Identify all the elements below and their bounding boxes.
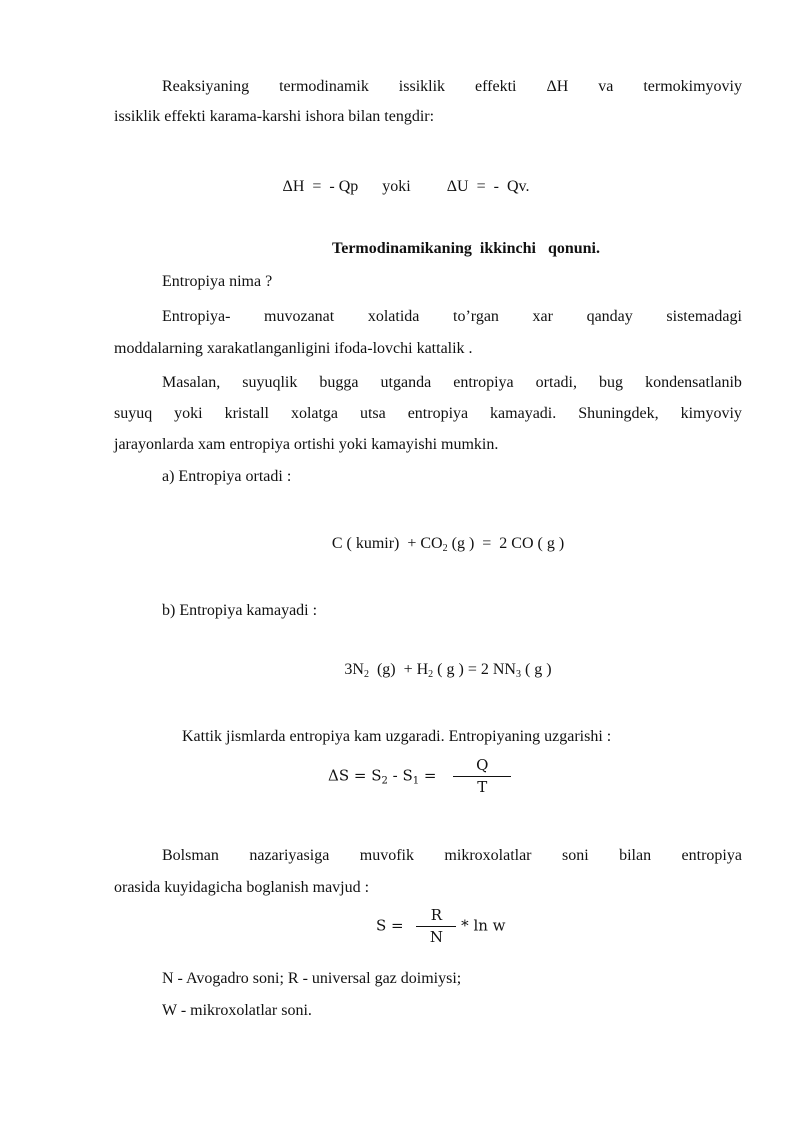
example-line1-word: utganda: [380, 374, 432, 391]
definition-line1-word: to’rgan: [453, 308, 499, 325]
definition-line1-word: qanday: [586, 308, 633, 325]
boltzmann-line1-word: Bolsman: [162, 847, 219, 864]
section-heading: Termodinamikaning ikkinchi qonuni.: [332, 240, 600, 257]
definition-line1-word: muvozanat: [264, 308, 335, 325]
definition-line1-word: Entropiya-: [162, 308, 231, 325]
example-line2-word: kristall: [224, 405, 269, 422]
case-a-label: a) Entropiya ortadi :: [162, 468, 292, 485]
legend-line1: N - Avogadro soni; R - universal gaz doimiysi;: [162, 970, 462, 987]
boltzmann-line1-word: muvofik: [359, 847, 414, 864]
para1-line1: [162, 79, 742, 95]
example-line1-word: bug: [599, 374, 624, 391]
example-line1-word: bugga: [319, 374, 359, 391]
reaction-b: $3N_2$ $(g) + H_2$ ( g ) = 2 $NN_3$ ( g ): [344, 661, 552, 680]
boltzmann-line1: [162, 848, 742, 864]
boltzmann-line1-word: bilan: [619, 847, 652, 864]
example-line1-word: entropiya: [453, 374, 514, 391]
boltzmann-line2: orasida kuyidagicha boglanish mavjud :: [114, 879, 370, 896]
solid-entropy-text: Kattik jismlarda entropiya kam uzgaradi. Entropiyaning uzgarishi :: [182, 728, 612, 745]
reaction-a: C ( kumir) + $CO_2$ (g ) = 2 CO ( g ): [331, 535, 565, 554]
example-line2-word: kamayadi.: [490, 405, 557, 422]
legend-line2: W - mikroxolatlar soni.: [162, 1002, 312, 1019]
para1-line1-word: termodinamik: [279, 78, 369, 95]
example-line1-word: kondensatlanib: [645, 374, 742, 391]
para1-line1-word: termokimyoviy: [643, 78, 742, 95]
example-line2-word: suyuq: [114, 405, 153, 422]
example-line1-word: suyuqlik: [242, 374, 298, 391]
definition-line1: [162, 309, 742, 325]
definition-line2: moddalarning xarakatlanganligini ifoda-lovchi kattalik .: [114, 340, 473, 357]
boltzmann-line1-word: soni: [561, 847, 589, 864]
boltzmann-line1-word: mikroxolatlar: [444, 847, 532, 864]
example-line1-word: ortadi,: [535, 374, 577, 391]
para1-line1-word: va: [598, 78, 614, 95]
example-line2-word: xolatga: [290, 405, 339, 422]
example-line2: [114, 406, 742, 422]
equation-boltzmann: S = $\frac{R}{N}$ * ln w: [376, 906, 506, 946]
para1-line1-word: effekti: [475, 78, 517, 95]
definition-line1-word: sistemadagi: [666, 308, 742, 325]
example-line2-word: yoki: [174, 405, 203, 422]
equation-entropy-change: $\Delta S = S_2 - S_1$ = $\frac{Q}{T}$: [328, 758, 511, 795]
example-line2-word: entropiya: [407, 405, 469, 422]
equation-enthalpy: ΔH = - Qp yoki ΔU = - Qv.: [282, 178, 530, 195]
question-text: Entropiya nima ?: [162, 273, 273, 290]
example-line1: [162, 375, 742, 391]
fraction-r-over-n: $\frac{R}{N}$: [416, 908, 456, 945]
example-line2-word: utsa: [359, 405, 386, 422]
boltzmann-line1-word: nazariyasiga: [249, 847, 330, 864]
para1-line1-word: Reaksiyaning: [162, 78, 250, 95]
para1-line2: issiklik effekti karama-karshi ishora bilan tengdir:: [114, 108, 435, 125]
boltzmann-line1-word: entropiya: [681, 847, 742, 864]
definition-line1-word: xar: [532, 308, 553, 325]
example-line3: jarayonlarda xam entropiya ortishi yoki kamayishi mumkin.: [114, 436, 499, 453]
para1-line1-word: ΔH: [546, 78, 569, 95]
para1-line1-word: issiklik: [398, 78, 446, 95]
example-line2-word: Shuningdek,: [578, 405, 659, 422]
example-line2-word: kimyoviy: [680, 405, 742, 422]
fraction-q-over-t: $\frac{Q}{T}$: [453, 758, 511, 795]
example-line1-word: Masalan,: [162, 374, 221, 391]
definition-line1-word: xolatida: [367, 308, 420, 325]
case-b-label: b) Entropiya kamayadi :: [162, 602, 318, 619]
